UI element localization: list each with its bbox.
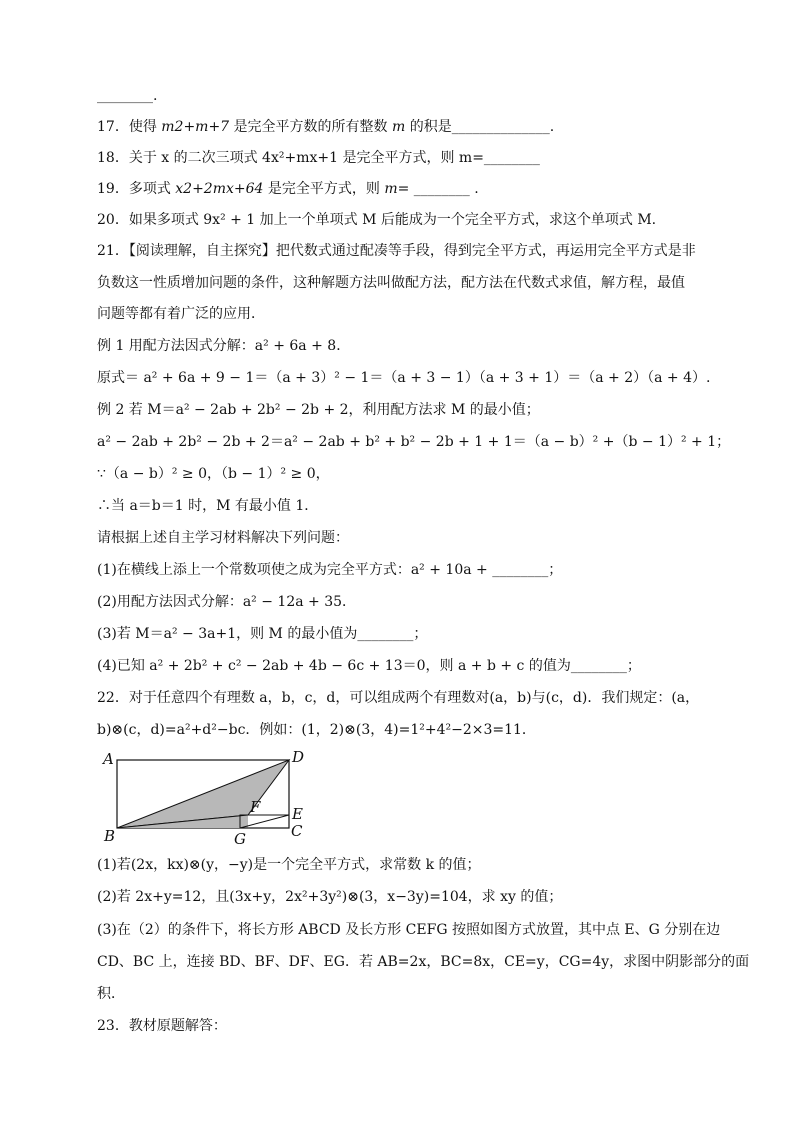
part-1: (1)在横线上添上一个常数项使之成为完全平方式：a² + 10a + ________； [97, 562, 563, 578]
q17-variable: m [392, 119, 406, 135]
q17-blank: ______________. [451, 119, 555, 135]
label-g: G [234, 830, 246, 848]
shaded-triangle-bdf [117, 760, 289, 828]
q19-middle: 是完全平方式，则 [263, 181, 385, 197]
example-2: 例 2 若 M＝a² − 2ab + 2b² − 2b + 2，利用配方法求 M 的最小值； [97, 402, 540, 418]
question-21-line-2: 负数这一性质增加问题的条件，这种解题方法叫做配方法，配方法在代数式求值，解方程，最值 [97, 275, 685, 291]
q19-blank: = ________ . [397, 181, 479, 197]
question-18: 18．关于 x 的二次三项式 4x²+mx+1 是完全平方式，则 m=________ [97, 150, 540, 166]
q19-expression: x2+2mx+64 [175, 181, 264, 197]
sub-question-3-line-3: 积． [97, 986, 125, 1002]
label-b: B [104, 827, 116, 845]
q19-variable: m [384, 181, 398, 197]
sub-question-3-line-1: (3)在（2）的条件下，将长方形 ABCD 及长方形 CEFG 按照如图方式放置，其中点 E、G 分别在边 [97, 922, 721, 938]
question-21-line-3: 问题等都有着广泛的应用． [97, 306, 265, 322]
rectangle-figure [95, 748, 315, 848]
q19-prefix: 19．多项式 [97, 181, 176, 197]
instruction-line: 请根据上述自主学习材料解决下列问题： [97, 530, 349, 546]
sub-question-1: (1)若(2x，kx)⊗(y，−y)是一个完全平方式，求常数 k 的值； [97, 857, 481, 873]
example-1-solution: 原式＝ a² + 6a + 9 − 1＝（a + 3）² − 1＝（a + 3 − 1）（a + 3 + 1）＝（a + 2）（a + 4）. [97, 370, 711, 386]
label-e: E [292, 805, 303, 823]
q17-expression: m2+m+7 [161, 119, 230, 135]
because-line: ∵（a − b）² ≥ 0，（b − 1）² ≥ 0， [97, 466, 330, 482]
part-3: (3)若 M＝a² − 3a+1，则 M 的最小值为________； [97, 626, 428, 642]
label-d: D [292, 748, 305, 766]
example-1: 例 1 用配方法因式分解：a² + 6a + 8． [97, 338, 351, 354]
part-2: (2)用配方法因式分解：a² − 12a + 35． [97, 594, 357, 610]
example-2-solution: a² − 2ab + 2b² − 2b + 2＝a² − 2ab + b² + b² − 2b + 1 + 1＝（a − b）² +（b − 1）² + 1； [97, 434, 731, 450]
q17-prefix: 17．使得 [97, 119, 162, 135]
question-19 [97, 179, 479, 199]
therefore-line: ∴当 a＝b＝1 时，M 有最小值 1． [97, 498, 319, 514]
question-21-line-1: 21．【阅读理解，自主探究】把代数式通过配凑等手段，得到完全平方式，再运用完全平方式是非 [97, 243, 696, 259]
label-f: F [250, 798, 261, 816]
q17-middle: 是完全平方数的所有整数 [229, 119, 392, 135]
sub-question-3-line-2: CD、BC 上，连接 BD、BF、DF、EG．若 AB=2x，BC=8x，CE=y，CG=4y，求图中阴影部分的面 [97, 954, 750, 970]
question-22-line-2: b)⊗(c，d)=a²+d²−bc．例如：(1，2)⊗(3，4)=1²+4²−2×3=11． [97, 722, 536, 738]
label-a: A [103, 750, 114, 768]
sub-question-2: (2)若 2x+y=12，且(3x+y，2x²+3y²)⊗(3，x−3y)=104，求 xy 的值； [97, 889, 563, 905]
question-17 [97, 117, 554, 137]
question-23: 23．教材原题解答： [97, 1018, 227, 1034]
answer-blank-line: ________. [97, 88, 158, 104]
question-20: 20．如果多项式 9x² + 1 加上一个单项式 M 后能成为一个完全平方式，求这个单项式 M. [97, 212, 657, 228]
part-4: (4)已知 a² + 2b² + c² − 2ab + 4b − 6c + 13＝0，则 a + b + c 的值为________； [97, 658, 641, 674]
label-c: C [291, 822, 303, 840]
question-22-line-1: 22．对于任意四个有理数 a，b，c，d，可以组成两个有理数对(a，b)与(c，d)．我们规定：(a， [97, 690, 700, 706]
q17-suffix: 的积是 [405, 119, 452, 135]
